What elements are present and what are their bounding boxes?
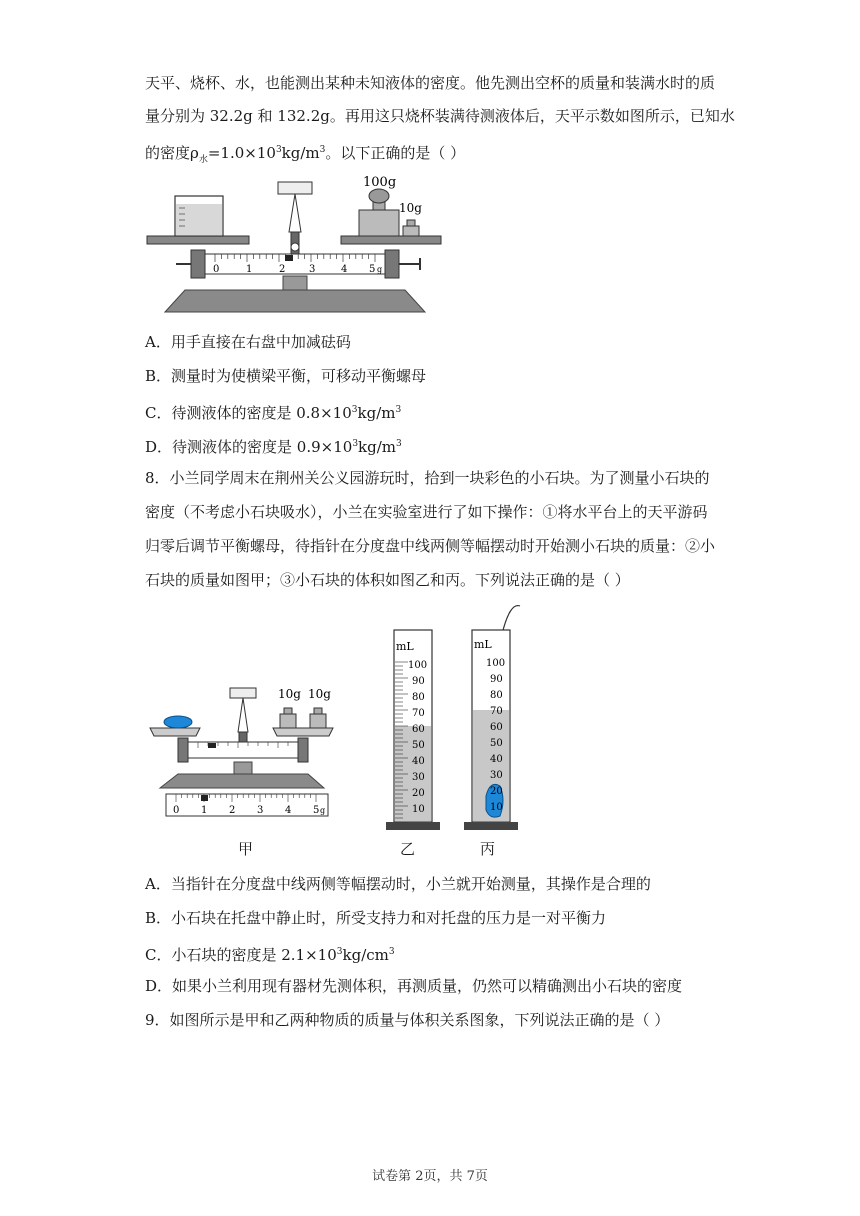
svg-text:30: 30: [412, 772, 425, 783]
q8-cylinder-yi: [384, 622, 444, 834]
q7-line-1: 天平、烧杯、水，也能测出某种未知液体的密度。他先测出空杯的质量和装满水时的质: [145, 74, 716, 92]
q8-tick-1: 1: [201, 805, 208, 816]
q7-tick-3: 3: [309, 264, 316, 275]
q8-cylinder-bing: [462, 604, 532, 834]
q7-tick-2: 2: [279, 264, 286, 275]
svg-text:60: 60: [490, 722, 503, 733]
q7-option-a[interactable]: A．用手直接在右盘中加减砝码: [145, 333, 351, 351]
q8-line-4: 石块的质量如图甲；③小石块的体积如图乙和丙。下列说法正确的是（ ）: [145, 571, 630, 589]
q8-yi-unit: mL: [396, 640, 414, 653]
svg-text:40: 40: [412, 756, 425, 767]
q8-tick-4: 4: [285, 805, 292, 816]
q7-option-b[interactable]: B．测量时为使横梁平衡，可移动平衡螺母: [145, 367, 427, 385]
svg-text:80: 80: [412, 692, 425, 703]
q8-option-d[interactable]: D．如果小兰利用现有器材先测体积，再测质量，仍然可以精确测出小石块的密度: [145, 977, 683, 995]
q7-balance-figure: [145, 172, 445, 317]
caption-bing: 丙: [480, 840, 496, 858]
q7-weight-10g: 10g: [399, 201, 422, 215]
q8-tick-0: 0: [173, 805, 180, 816]
svg-text:50: 50: [412, 740, 425, 751]
q8-option-b[interactable]: B．小石块在托盘中静止时，所受支持力和对托盘的压力是一对平衡力: [145, 909, 607, 927]
q7-tick-5: 5: [369, 264, 376, 275]
q7-tick-1: 1: [246, 264, 253, 275]
q7-line-2: 量分别为 32.2g 和 132.2g。再用这只烧杯装满待测液体后，天平示数如图所示，已知水: [145, 107, 735, 125]
q7-tick-4: 4: [341, 264, 348, 275]
svg-text:90: 90: [490, 674, 503, 685]
q8-tick-2: 2: [229, 805, 236, 816]
q8-option-c[interactable]: C．小石块的密度是 $2.1\times 10^3kg/cm^3$: [145, 946, 395, 964]
q8-tick-3: 3: [257, 805, 264, 816]
svg-text:70: 70: [490, 706, 503, 717]
svg-text:100: 100: [486, 658, 506, 669]
q8-bing-unit: mL: [474, 638, 492, 651]
q8-balance-figure-jia: [148, 680, 338, 830]
q9-line-1: 9．如图所示是甲和乙两种物质的质量与体积关系图象，下列说法正确的是（ ）: [145, 1011, 670, 1029]
q8-line-2: 密度（不考虑小石块吸水），小兰在实验室进行了如下操作：①将水平台上的天平游码: [145, 503, 708, 521]
svg-text:20: 20: [490, 786, 503, 797]
q8-line-3: 归零后调节平衡螺母，待指针在分度盘中线两侧等幅摆动时开始测小石块的质量：②小: [145, 537, 716, 555]
svg-text:40: 40: [490, 754, 503, 765]
q8-tick-5: 5: [313, 805, 320, 816]
q7-weight-100g: 100g: [363, 175, 397, 190]
q7-line-3: 的密度$\rho_水=1.0\times 10^3kg/m^3$。以下正确的是（ ）: [145, 144, 466, 165]
svg-text:30: 30: [490, 770, 503, 781]
svg-text:80: 80: [490, 690, 503, 701]
page-footer: 试卷第 2页，共 7页: [372, 1169, 488, 1184]
svg-text:10: 10: [490, 802, 503, 813]
svg-text:10: 10: [412, 804, 425, 815]
q8-line-1: 8．小兰同学周末在荆州关公义园游玩时，拾到一块彩色的小石块。为了测量小石块的: [145, 469, 710, 487]
svg-text:20: 20: [412, 788, 425, 799]
q8-scale-unit: g: [320, 806, 326, 815]
q7-scale-unit: g: [377, 265, 383, 274]
caption-jia: 甲: [238, 840, 254, 858]
svg-text:100: 100: [408, 660, 428, 671]
caption-yi: 乙: [400, 840, 416, 858]
q8-option-a[interactable]: A．当指针在分度盘中线两侧等幅摆动时，小兰就开始测量，其操作是合理的: [145, 875, 651, 893]
q7-option-d[interactable]: D．待测液体的密度是 $0.9\times 10^3kg/m^3$: [145, 438, 402, 456]
svg-text:50: 50: [490, 738, 503, 749]
svg-text:70: 70: [412, 708, 425, 719]
svg-text:60: 60: [412, 724, 425, 735]
svg-text:90: 90: [412, 676, 425, 687]
q8-weight-2: 10g: [308, 687, 331, 701]
q8-weight-1: 10g: [278, 687, 301, 701]
q7-tick-0: 0: [213, 264, 220, 275]
q7-option-c[interactable]: C．待测液体的密度是 $0.8\times 10^3kg/m^3$: [145, 404, 402, 422]
